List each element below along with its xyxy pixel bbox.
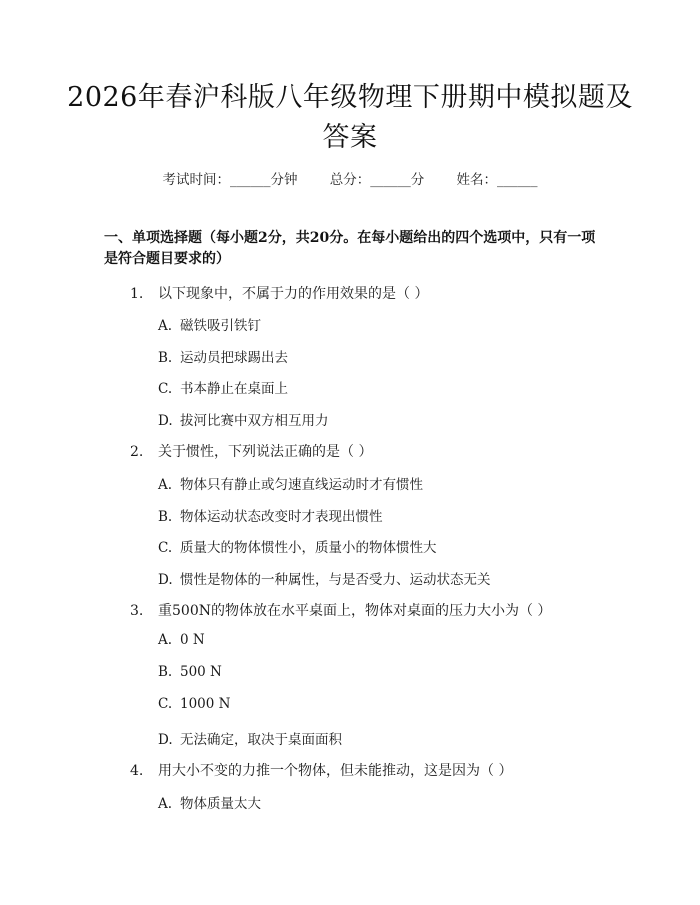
section-heading: 一、单项选择题（每小题2分，共20分。在每小题给出的四个选项中，只有一项是符合题目要求的）	[104, 230, 596, 267]
option-letter: D.	[158, 572, 173, 588]
question-2-option-d	[158, 568, 491, 588]
question-3-option-a	[158, 632, 205, 648]
question-1-option-b	[158, 346, 288, 366]
option-text: 磁铁吸引铁钉	[180, 318, 261, 334]
question-1-option-c	[158, 377, 288, 397]
option-letter: A.	[158, 796, 173, 812]
option-text: 1000 N	[180, 696, 231, 712]
option-text: 物体运动状态改变时才表现出惯性	[180, 509, 383, 525]
question-text: 重500N的物体放在水平桌面上，物体对桌面的压力大小为（ ）	[158, 603, 552, 619]
question-1-option-d	[158, 409, 329, 429]
option-letter: B.	[158, 664, 173, 680]
question-2-option-c	[158, 536, 437, 556]
option-letter: A.	[158, 318, 173, 334]
option-text: 500 N	[180, 664, 222, 680]
question-text: 用大小不变的力推一个物体，但未能推动，这是因为（ ）	[158, 763, 513, 779]
option-text: 质量大的物体惯性小，质量小的物体惯性大	[180, 540, 437, 556]
question-number: 1.	[130, 286, 144, 302]
option-text: 无法确定，取决于桌面面积	[180, 732, 342, 748]
question-1	[130, 283, 428, 303]
page-title: 2026年春沪科版八年级物理下册期中模拟题及答案	[67, 82, 633, 153]
option-text: 拔河比赛中双方相互用力	[180, 413, 329, 429]
option-text: 运动员把球踢出去	[180, 350, 288, 366]
student-name: 姓名：______	[456, 172, 538, 188]
option-text: 惯性是物体的一种属性，与是否受力、运动状态无关	[180, 572, 491, 588]
question-text: 关于惯性，下列说法正确的是（ ）	[158, 444, 373, 460]
question-3	[130, 600, 551, 620]
question-number: 4.	[130, 763, 144, 779]
question-4	[130, 760, 512, 780]
option-letter: D.	[158, 413, 173, 429]
question-4-option-a	[158, 792, 261, 812]
option-text: 物体质量太大	[180, 796, 261, 812]
question-text: 以下现象中，不属于力的作用效果的是（ ）	[158, 286, 429, 302]
option-letter: B.	[158, 509, 173, 525]
option-text: 书本静止在桌面上	[180, 381, 288, 397]
option-letter: C.	[158, 540, 173, 556]
exam-time: 考试时间：______分钟	[162, 172, 298, 188]
exam-meta	[0, 168, 700, 188]
question-3-option-b	[158, 664, 222, 680]
question-2-option-b	[158, 505, 383, 525]
question-2-option-a	[158, 473, 423, 493]
question-2	[130, 441, 372, 461]
question-number: 2.	[130, 444, 144, 460]
option-letter: C.	[158, 696, 173, 712]
option-letter: B.	[158, 350, 173, 366]
option-letter: C.	[158, 381, 173, 397]
option-text: 物体只有静止或匀速直线运动时才有惯性	[180, 477, 423, 493]
question-number: 3.	[130, 603, 144, 619]
option-letter: A.	[158, 477, 173, 493]
question-1-option-a	[158, 314, 261, 334]
exam-score: 总分：______分	[329, 172, 425, 188]
option-text: 0 N	[180, 632, 205, 648]
option-letter: A.	[158, 632, 173, 648]
question-3-option-c	[158, 696, 230, 712]
option-letter: D.	[158, 732, 173, 748]
question-3-option-d	[158, 728, 342, 748]
